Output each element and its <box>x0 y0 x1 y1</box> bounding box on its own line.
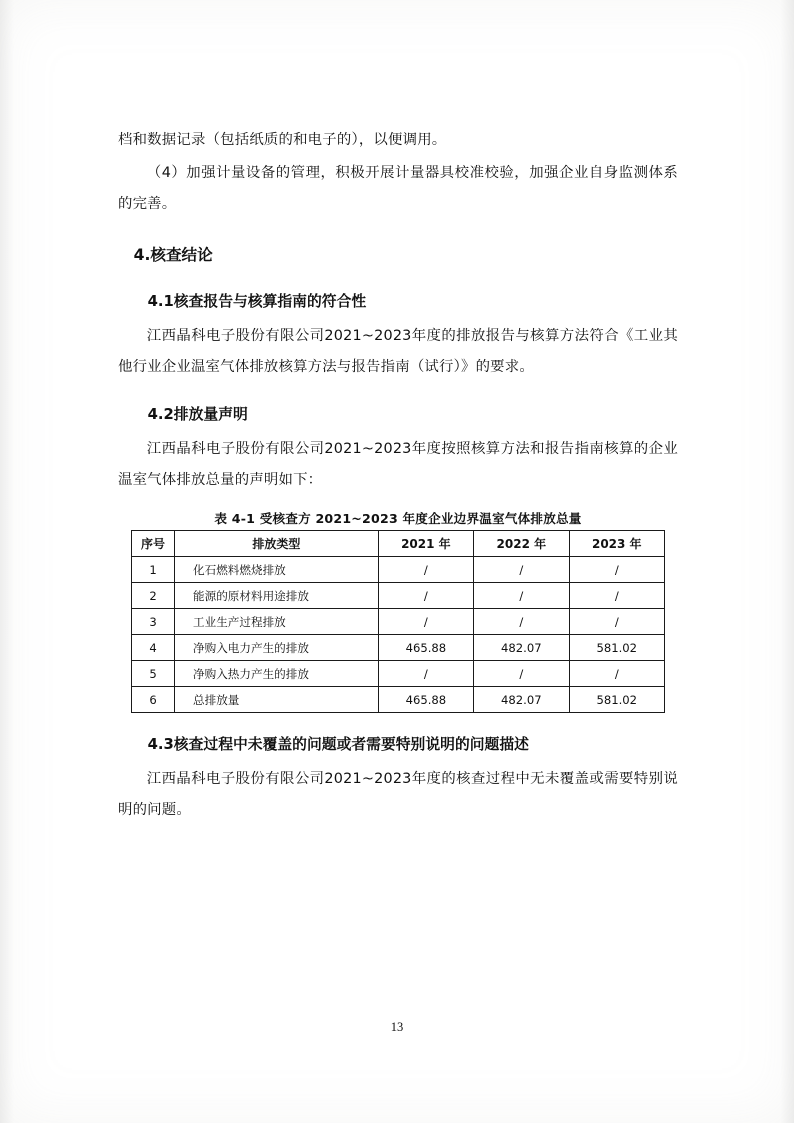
cell-2022: / <box>474 661 569 687</box>
cell-2021: / <box>378 583 473 609</box>
cell-no: 6 <box>132 687 175 713</box>
heading-section-4-3: 4.3核查过程中未覆盖的问题或者需要特别说明的问题描述 <box>147 736 529 753</box>
cell-type: 工业生产过程排放 <box>175 609 379 635</box>
heading-section-4: 4.核查结论 <box>133 246 213 264</box>
table-row <box>132 687 665 713</box>
emissions-table <box>131 530 665 713</box>
table-row <box>132 609 665 635</box>
table-header-2023: 2023 年 <box>569 531 664 557</box>
table-row <box>132 635 665 661</box>
cell-2023: / <box>569 557 664 583</box>
table-header-2022: 2022 年 <box>474 531 569 557</box>
cell-2021: / <box>378 661 473 687</box>
cell-2022: 482.07 <box>474 635 569 661</box>
page-edge-shadow-right <box>780 0 794 1123</box>
table-header-no: 序号 <box>132 531 175 557</box>
cell-2023: / <box>569 661 664 687</box>
table-header-row <box>132 531 665 557</box>
cell-type: 净购入电力产生的排放 <box>175 635 379 661</box>
table-row <box>132 557 665 583</box>
cell-2023: / <box>569 583 664 609</box>
cell-no: 4 <box>132 635 175 661</box>
paragraph-4-3-body: 江西晶科电子股份有限公司2021~2023年度的核查过程中无未覆盖或需要特别说明的问题。 <box>118 771 678 818</box>
cell-no: 5 <box>132 661 175 687</box>
cell-2022: / <box>474 609 569 635</box>
table-row <box>132 661 665 687</box>
page-edge-shadow-left <box>0 0 14 1123</box>
cell-no: 3 <box>132 609 175 635</box>
table-header-type: 排放类型 <box>175 531 379 557</box>
page-content <box>118 125 678 828</box>
table-header-2021: 2021 年 <box>378 531 473 557</box>
cell-2022: / <box>474 557 569 583</box>
cell-type: 总排放量 <box>175 687 379 713</box>
cell-2023: 581.02 <box>569 687 664 713</box>
cell-2021: / <box>378 609 473 635</box>
table-caption: 表 4-1 受核查方 2021~2023 年度企业边界温室气体排放总量 <box>214 511 582 526</box>
cell-2023: 581.02 <box>569 635 664 661</box>
heading-section-4-1: 4.1核查报告与核算指南的符合性 <box>147 293 367 310</box>
paragraph-measurement-management: （4）加强计量设备的管理，积极开展计量器具校准校验，加强企业自身监测体系的完善。 <box>118 165 678 212</box>
cell-2021: 465.88 <box>378 635 473 661</box>
cell-no: 2 <box>132 583 175 609</box>
heading-section-4-2: 4.2排放量声明 <box>147 406 248 423</box>
cell-no: 1 <box>132 557 175 583</box>
cell-2021: / <box>378 557 473 583</box>
paragraph-continuation: 档和数据记录（包括纸质的和电子的），以便调用。 <box>118 132 447 148</box>
cell-type: 净购入热力产生的排放 <box>175 661 379 687</box>
cell-2022: / <box>474 583 569 609</box>
cell-2022: 482.07 <box>474 687 569 713</box>
paragraph-4-1-body: 江西晶科电子股份有限公司2021~2023年度的排放报告与核算方法符合《工业其他行业企业温室气体排放核算方法与报告指南（试行）》的要求。 <box>118 328 678 375</box>
cell-2023: / <box>569 609 664 635</box>
cell-2021: 465.88 <box>378 687 473 713</box>
cell-type: 化石燃料燃烧排放 <box>175 557 379 583</box>
table-row <box>132 583 665 609</box>
page-number: 13 <box>390 1020 404 1034</box>
cell-type: 能源的原材料用途排放 <box>175 583 379 609</box>
paragraph-4-2-body: 江西晶科电子股份有限公司2021~2023年度按照核算方法和报告指南核算的企业温室气体排放总量的声明如下： <box>118 441 678 488</box>
